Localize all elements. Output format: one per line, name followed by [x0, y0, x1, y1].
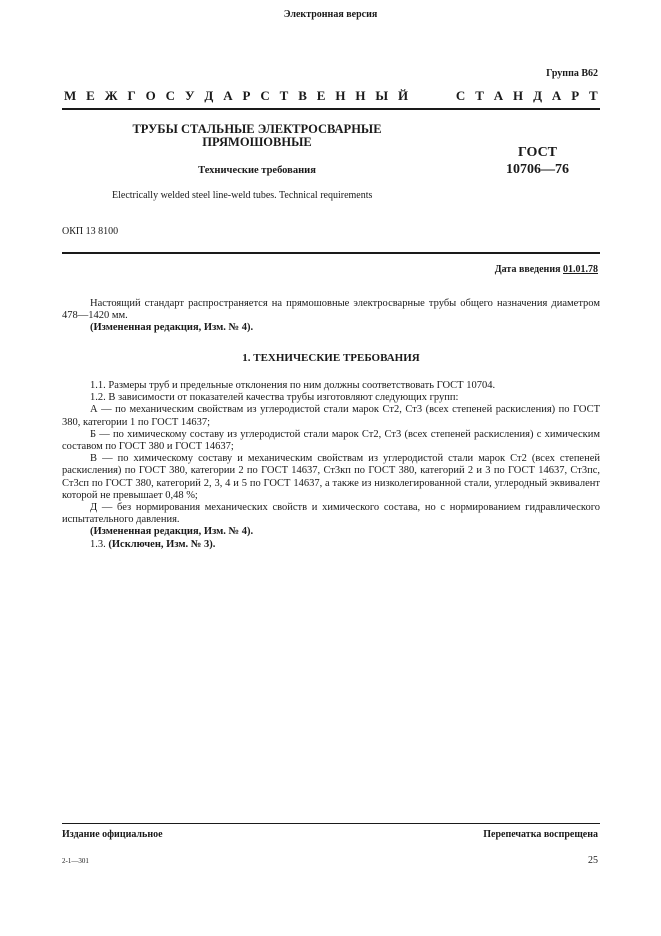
clause-1-1: 1.1. Размеры труб и предельные отклонения по ним должны соответствовать ГОСТ 10704. [90, 380, 496, 391]
banner-letter: Е [86, 88, 95, 103]
banner-letter: Н [355, 88, 366, 103]
banner-letter: Ы [375, 88, 389, 103]
banner-letter: Д [533, 88, 543, 103]
effective-date [495, 264, 598, 275]
title-line-1: ТРУБЫ СТАЛЬНЫЕ ЭЛЕКТРОСВАРНЫЕ [132, 122, 382, 136]
banner-letter: М [64, 88, 77, 103]
group-v: В — по химическому составу и механическим свойствам из углеродистой стали марок Ст2 (всех степеней раскисления) по ГОСТ 380, категории 2 по ГОСТ 14637, Ст3кп по ГОСТ 380, категорий 2 и 3 по ГОСТ 14637, Ст3пс, Ст3сп по ГОСТ 380, категорий 2, 3, 4 и 5 по ГОСТ 14637, а также из низколегированной стали, углеродный эквивалент которой не превышает 0,48 %; [62, 453, 600, 501]
clause-1-3 [62, 539, 600, 551]
banner-letter: С [165, 88, 176, 103]
reprint-prohibited: Перепечатка воспрещена [483, 829, 598, 840]
date-label: Дата введения [494, 264, 561, 275]
electronic-version-note: Электронная версия [283, 9, 378, 20]
intro-change-note: (Измененная редакция, Изм. № 4). [90, 322, 254, 334]
standard-subtitle: Технические требования [198, 165, 316, 176]
group-b: Б — по химическому составу из углеродистой стали марок Ст2, Ст3 (всех степеней раскисления) с химическим составом по ГОСТ 380 и ГОСТ 14637; [62, 428, 600, 453]
official-edition: Издание официальное [62, 829, 163, 840]
page-number: 25 [588, 855, 598, 866]
gost-label: ГОСТ [517, 145, 558, 160]
interstate-standard-banner [64, 88, 598, 104]
banner-letter: Ж [104, 88, 118, 103]
clause-1-2-change-note: (Измененная редакция, Изм. № 4). [90, 526, 254, 538]
banner-letter: С [455, 88, 466, 103]
banner-letter: А [551, 88, 562, 103]
banner-letter [418, 88, 446, 104]
standard-title [62, 123, 452, 149]
banner-letter: Р [571, 88, 580, 103]
banner-letter: С [260, 88, 270, 103]
intro-paragraph: Настоящий стандарт распространяется на прямошовные электросварные трубы общего назначения диаметром 478—1420 мм. [62, 298, 600, 322]
clause-1-2: 1.2. В зависимости от показателей качества трубы изготовляют следующих групп: [90, 392, 459, 404]
clause-1-3-text: (Исключен, Изм. № 3). [108, 538, 216, 550]
banner-letter: О [145, 88, 156, 103]
clause-1-3-number: 1.3. [90, 538, 106, 550]
header-rule-bottom [62, 252, 600, 254]
group-code: Группа В62 [546, 68, 598, 79]
group-d: Д — без нормирования механических свойств и химического состава, но с нормированием гидравлического испытательного давления. [62, 502, 600, 526]
section-body [62, 380, 600, 551]
title-line-2: ПРЯМОШОВНЫЕ [202, 135, 312, 149]
intro-block [62, 298, 600, 335]
banner-letter: Г [127, 88, 136, 103]
banner-letter: Д [204, 88, 214, 103]
banner-letter: Т [475, 88, 484, 103]
english-title: Electrically welded steel line-weld tubes. Technical requirements [112, 190, 373, 201]
print-code: 2-1—301 [62, 857, 89, 865]
header-rule-top [62, 108, 600, 110]
footer-rule [62, 823, 600, 824]
banner-letter: Т [279, 88, 289, 103]
group-a: А — по механическим свойствам из углеродистой стали марок Ст2, Ст3 (всех степеней раскисления) по ГОСТ 380, категории 1 по ГОСТ 14637; [62, 404, 600, 428]
gost-designation [490, 144, 585, 178]
okp-code: ОКП 13 8100 [62, 226, 119, 237]
banner-letter: Е [316, 88, 326, 103]
gost-number: 10706—76 [506, 162, 569, 177]
banner-letter: Й [398, 88, 409, 103]
banner-letter: Р [242, 88, 251, 103]
banner-letter: В [298, 88, 307, 103]
banner-letter: Н [513, 88, 524, 103]
banner-letter: Т [589, 88, 598, 103]
banner-letter: Н [335, 88, 346, 103]
date-value: 01.01.78 [563, 264, 598, 275]
banner-letter: А [223, 88, 233, 103]
banner-letter: А [493, 88, 504, 103]
section-heading: 1. ТЕХНИЧЕСКИЕ ТРЕБОВАНИЯ [242, 352, 420, 364]
banner-letter: У [184, 88, 195, 103]
